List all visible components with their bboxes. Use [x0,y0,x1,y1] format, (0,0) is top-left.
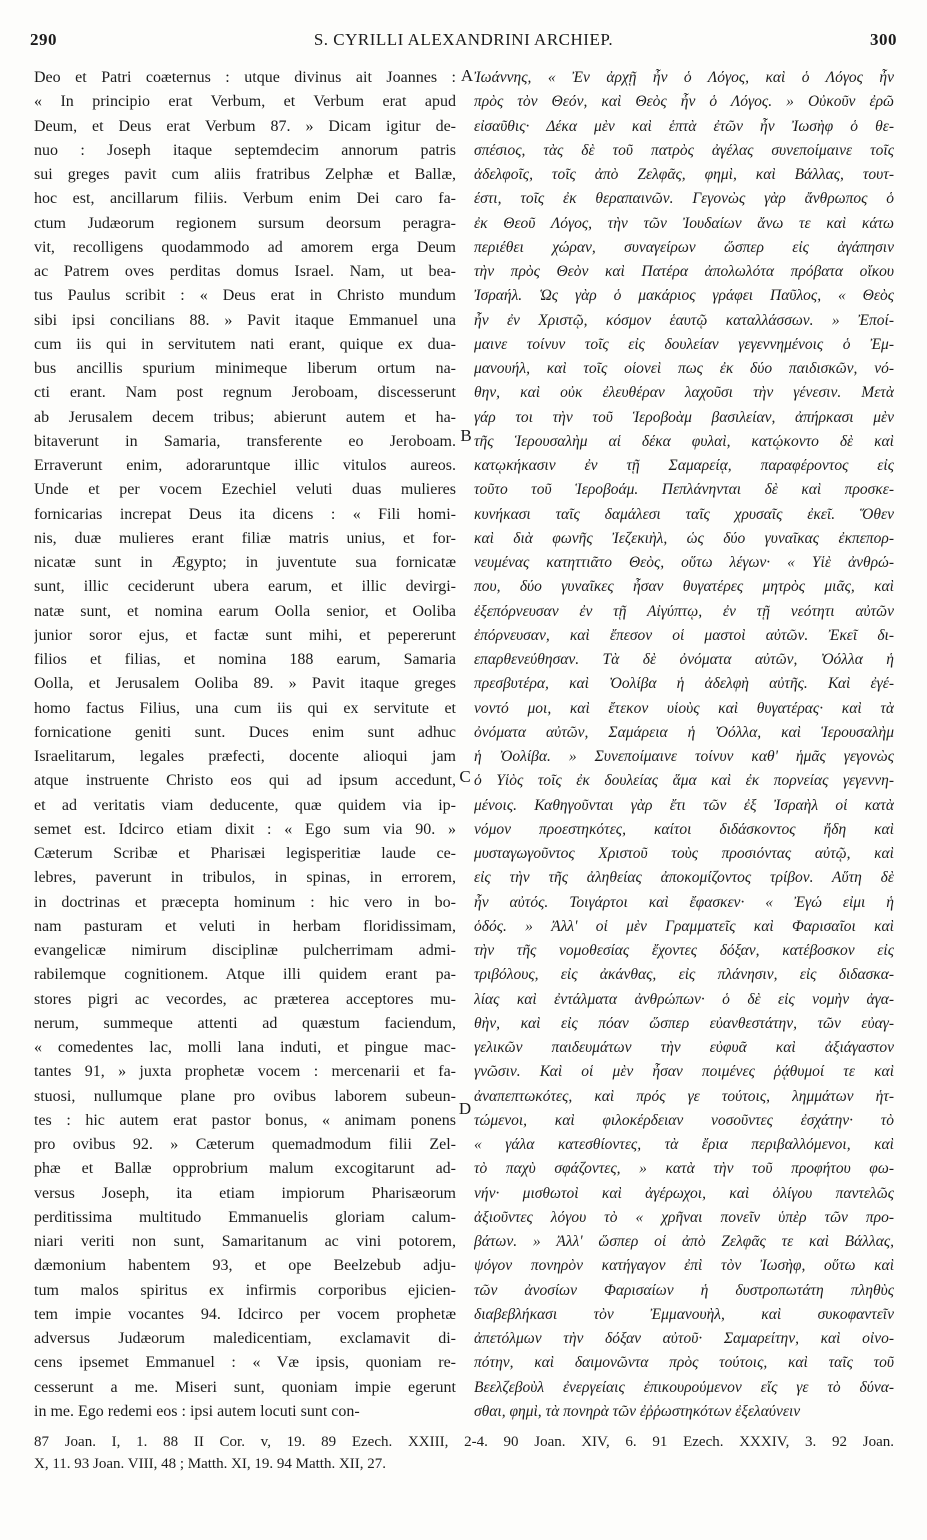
page-header [30,30,897,56]
greek-text-line: μαινε τοίνυν τοῖς εἰς δουλείαν γεγεννημένοις ὁ Ἐμ- [474,335,894,353]
latin-text-line: cesserunt a me. Miseri sunt, quoniam impie egerunt [34,1378,456,1396]
greek-text-line: κυνήκασι ταῖς δαμάλεσι ταῖς χρυσαῖς ἐκεῖ. Ὅθεν [474,505,894,523]
running-title: S. CYRILLI ALEXANDRINI ARCHIEP. [313,30,614,49]
latin-text-line: in doctrinas et præcepta hominum : hic vero in bo- [34,893,456,911]
page-number-left: 290 [30,30,57,49]
footnotes [34,1431,894,1475]
greek-text-line: καὶ διὰ φωνῆς Ἰεζεκιὴλ, ὡς δύο γυναῖκας ἐκπεπορ- [474,529,894,547]
footnote-line: 87 Joan. I, 1. 88 II Cor. v, 19. 89 Ezech. XXIII, 2-4. 90 Joan. XIV, 6. 91 Ezech. XXXIV, 3. 92 Joan. [34,1434,894,1450]
latin-text-line: Unde et per vocem Ezechiel veluti duas mulieres [34,481,456,499]
greek-text-line: διαβεβλήκασι τὸν Ἐμμανουὴλ, καὶ συκοφαντεῖν [474,1305,894,1323]
latin-text-line: perditissima multitudo Emmanuelis gloriam calum- [34,1208,456,1226]
latin-text-line: nerum, summeque attenti ad quæstum faciendum, [34,1014,456,1032]
greek-text-line: τῆς Ἱερουσαλὴμ αἱ δέκα φυλαὶ, κατῴκοντο δὲ καὶ [474,432,894,450]
latin-text-line: Cæterum Scribæ et Pharisæi legisperitiæ laude ce- [34,845,456,862]
greek-text-line: τὴν τῆς νομοθεσίας ἔχοντες δόξαν, κατέβοσκον εἰς [474,942,894,959]
greek-text-line: γελικῶν παιδευμάτων τὴν εὐφυᾶ καὶ ἀξιάγαστον [474,1039,894,1056]
latin-text-line: Israelitarum, legales præfecti, docente alioqui jam [34,748,456,765]
greek-text-line: τοῦτο τοῦ Ἱεροβοάμ. Πεπλάνηνται δὲ καὶ προσκε- [474,481,894,499]
greek-text-line: που, δύο γυναῖκες ἦσαν θυγατέρες μητρὸς μιᾶς, καὶ [474,578,894,596]
latin-text-line: fornicarias increpat Deus ita dicens : « Fili homi- [34,505,456,523]
greek-text-line: πρὸς τὸν Θεόν, καὶ Θεὸς ἦν ὁ Λόγος. » Οὐκοῦν ἐρῶ [474,93,894,111]
latin-text-line: nicatæ sunt in Ægypto; in juventute sua fornicatæ [34,554,456,571]
greek-text-line: Ἰωάννης, « Ἐν ἀρχῇ ἦν ὁ Λόγος, καὶ ὁ Λόγος ἦν [474,69,894,86]
latin-text-line: cti erant. Nam post regnum Jeroboam, discesserunt [34,384,456,402]
greek-text-line: ἐξεπόρνευσαν ἐν τῇ Αἰγύπτῳ, ἐν τῇ νεότητι αὐτῶν [474,602,894,620]
latin-column [34,66,456,1424]
latin-text-line: nam pasturam et veluti in herbam floridissimam, [34,917,456,935]
latin-text-line: semet est. Idcirco etiam dixit : « Ego sum via 90. » [34,820,456,838]
greek-text-line: ὁ Υἱὸς τοῖς ἐκ δουλείας ἅμα καὶ ἐκ πορνείας γεγεννη- [474,772,894,790]
greek-text-line: νευμένας κατηττιᾶτο Θεὸς, οὕτω λέγων· « Υἱὲ ἀνθρώ- [474,554,894,571]
greek-text-line: ἦν ἐν Χριστῷ, κόσμον ἑαυτῷ καταλλάσσων. » Ἐποί- [474,311,894,329]
latin-text-line: natæ sunt, et nomina earum Oolla senior, et Ooliba [34,602,456,620]
greek-text-line: εἰσαῦθις· Δέκα μὲν καὶ ἑπτὰ ἐτῶν ἦν Ἰωσὴφ ὁ θε- [474,117,894,135]
greek-text-line: ἐκ Θεοῦ Λόγος, τὴν τῶν Ἰουδαίων ἄνω τε καὶ κάτω [474,214,894,232]
greek-text-line: περιέθει χώραν, συναγείρων ὥσπερ εἰς ἀγάπησιν [474,238,894,256]
latin-text-line: tus Paulus scribit : « Deus erat in Christo mundum [34,287,456,305]
page-number-right: 300 [870,30,897,49]
latin-text-line: cum iis qui in servitutem nati erant, quique ex dua- [34,335,456,353]
greek-text-line: ἀναπεπτωκότες, καὶ πρός γε τούτοις, λημμάτων ἡτ- [474,1087,894,1105]
latin-text-line: tantes 91, » juxta prophetæ vocem : mercenarii et fa- [34,1063,456,1081]
latin-text-line: vit, recolligens quodammodo ad amorem erga Deum [34,238,456,256]
latin-text-line: Erraverunt enim, adoraruntque illic vitulos aureos. [34,457,456,474]
latin-text-line: Deo et Patri coæternus : utque divinus ait Joannes : [34,69,456,86]
greek-text-line: γάρ τοι τὴν τοῦ Ἱεροβοὰμ βασιλείαν, ἀπήρκασι μὲν [474,408,894,426]
latin-text-line: pro ovibus 92. » Cæterum quemadmodum filii Zel- [34,1136,456,1153]
footnote-line: X, 11. 93 Joan. VIII, 48 ; Matth. XI, 19. 94 Matth. XII, 27. [34,1456,387,1472]
greek-text-line: Ἰσραήλ. Ὡς γὰρ ὁ μακάριος γράφει Παῦλος, « Θεὸς [474,287,894,305]
latin-text-line: tes : hic autem erat pastor bonus, « animam ponens [34,1111,456,1129]
greek-text-line: νοντό μοι, καὶ ἔτεκον υἱοὺς καὶ θυγατέρας· καὶ τὰ [474,699,894,717]
latin-text-line: nuo : Joseph itaque septemdecim annorum patris [34,141,456,159]
latin-text-line: ac Patrem oves perditas domus Israel. Nam, ut bea- [34,263,456,280]
greek-text-line: ὁδός. » Ἀλλ' οἱ μὲν Γραμματεῖς καὶ Φαρισαῖοι καὶ [474,917,894,935]
latin-text-line: ctum Judæorum regionem sursum deorsum peragra- [34,214,456,232]
latin-text-line: bus ancillis spurium minimeque liberum ortum na- [34,360,456,377]
latin-text-line: sunt, illic ceciderunt ubera earum, et illic devirgi- [34,578,456,596]
latin-text-line: hoc est, ancillarum filiis. Verbum enim Dei caro fa- [34,190,456,208]
greek-text-line: έστι, τοῖς ἐκ θεραπαινῶν. Γεγονὼς γὰρ ἄνθρωπος ὁ [474,190,894,208]
greek-text-line: ἀδελφοῖς, τοῖς ἀπὸ Ζελφᾶς, φημὶ, καὶ Βάλλας, τουτ- [474,166,894,183]
latin-text-line: evangelicæ nimirum disciplinæ pulcherrimam admi- [34,942,456,959]
greek-text-line: ἦν αὐτός. Τοιγάρτοι καὶ ἔφασκεν· « Ἐγώ εἰμι ἡ [474,893,894,911]
latin-text-line: fornicatione geniti sunt. Duces enim sunt adhuc [34,723,456,741]
greek-text-line: τώμενοι, καὶ φιλοκέρδειαν νοσοῦντες ἐσχάτην· τὸ [474,1111,894,1129]
greek-text-line: « γάλα κατεσθίοντες, τὰ ἔρια περιβαλλόμενοι, καὶ [474,1136,894,1153]
latin-text-line: ab Jerusalem decem tribus; abierunt autem et ha- [34,408,456,426]
latin-text-line: Deum, et Deus erat Verbum 87. » Dicam igitur de- [34,117,456,135]
latin-text-line: adversus Judæorum maledicentiam, exclamavit di- [34,1330,456,1347]
latin-text-line: et ad veritatis viam deducente, quæ quidem via ip- [34,796,456,814]
section-marker-b: B [460,426,472,445]
latin-text-line: « comedentes lac, molli lana induti, et pingue mac- [34,1039,456,1056]
latin-text-line: filios et filias, et nomina 188 earum, Samaria [34,651,456,668]
section-marker-d: D [458,1099,472,1118]
latin-text-line: homo factus Filius, una cum iis qui ex servitute et [34,699,456,717]
latin-text-line: cens ipsemet Emmanuel : « Væ ipsis, quoniam re- [34,1354,456,1372]
latin-text-line: nis, duæ mulieres erant filiæ matris unius, et for- [34,529,456,547]
greek-text-line: πότην, καὶ δαιμονῶντα πρὸς τούτοις, καὶ ταῖς τοῦ [474,1354,894,1372]
greek-text-line: ἀπετόλμων τὴν δόξαν αὐτοῦ· Σαμαρείτην, καὶ οἰνο- [474,1330,894,1347]
latin-text-line: rabilemque cognitionem. Atque illi quidem erant pa- [34,966,456,984]
latin-text-line: stores pigri ac vecordes, ac præterea acceptores mu- [34,990,456,1008]
latin-text-line: phæ et Ballæ opprobrium malum excogitarunt ad- [34,1160,456,1178]
greek-text-line: λίας καὶ ἐντάλματα ἀνθρώπων· ὁ δὲ εἰς νομὴν ἀγα- [474,990,894,1008]
latin-text-line: tem impie vocantes 94. Idcirco per vocem prophetæ [34,1305,456,1323]
latin-text-line: tum malos spiritus ex infirmis corporibus ejicien- [34,1281,456,1299]
greek-text-line: νήν· μισθωτοὶ καὶ ἀγέρωχοι, καὶ ὀλίγου παντελῶς [474,1184,894,1202]
greek-text-line: εἰς τὴν τῆς ἀληθείας ἀποκομίζοντος τρίβον. Αὕτη δὲ [474,869,894,887]
greek-text-line: ὀνόματα αὐτῶν, Σαμάρεια ἡ Ὀόλλα, καὶ Ἱερουσαλὴμ [474,723,894,741]
latin-text-line: versus Joseph, ita etiam impiorum Pharisæorum [34,1184,456,1202]
latin-text-line: junior soror ejus, et factæ sunt mihi, et pepererunt [34,626,456,644]
latin-text-line: « In principio erat Verbum, et Verbum erat apud [34,93,456,111]
greek-text-line: μανουήλ, καὶ τοῖς οἱονεὶ πως ἐκ δύο παιδισκῶν, νό- [474,360,894,377]
latin-text-line: Oolla, et Jerusalem Ooliba 89. » Pavit itaque greges [34,675,456,693]
greek-text-line: τριβόλους, εἰς ἀκάνθας, εἰς πλάνησιν, εἰς διδασκα- [474,966,894,984]
greek-text-line: ἐπόρνευσαν, καὶ ἔπεσον οἱ μαστοὶ αὐτῶν. Ἐκεῖ δι- [474,626,894,644]
greek-text-line: τὴν πρὸς Θεὸν καὶ Πατέρα ἀπολωλότα πρόβατα οἴκου [474,263,894,280]
latin-text-line: lebres, paverunt in tribulos, in spinas, in errorem, [34,869,456,887]
latin-text-line: stuosi, nullumque plane pro ovibus laborem subeun- [34,1087,456,1105]
latin-text-line: bitaverunt in Samaria, transferente eo Jeroboam. [34,432,456,450]
greek-text-line: ἡ Ὀολίβα. » Συνεποίμαινε τοίνυν καθ' ἡμᾶς γεγονὼς [474,748,894,765]
latin-text-line: sibi ipsi concilians 88. » Pavit itaque Emmanuel una [34,311,456,329]
section-marker-a: A [460,66,474,85]
greek-text-line: μυσταγωγοῦντος Χριστοῦ τοὺς προσιόντας αὐτῷ, καὶ [474,845,894,862]
greek-text-line: τὸ παχὺ σφάζοντες, » κατὰ τὴν τοῦ προφήτου φω- [474,1160,894,1178]
greek-text-line: πρεσβυτέρα, καὶ Ὀολίβα ἡ ἀδελφὴ αὐτῆς. Καὶ ἐγέ- [474,675,894,693]
greek-text-line: σπέσιος, τὰς δὲ τοῦ πατρὸς ἀγέλας συνεποίμαινε τοῖς [474,141,894,159]
greek-text-line: γνῶσιν. Καὶ οἱ μὲν ἦσαν ποιμένες ῥᾴθυμοί τε καὶ [474,1063,894,1081]
greek-text-line: μένοις. Καθηγοῦνται γὰρ ἔτι τῶν ἐξ Ἰσραὴλ οἱ κατὰ [474,796,894,814]
latin-text-line: dæmonium habentem 93, et ope Beelzebub adju- [34,1257,456,1275]
latin-text-line: niari veriti non sunt, Samaritanum ac vini potorem, [34,1233,456,1250]
latin-text-line: in me. Ego redemi eos : ipsi autem locuti sunt con- [34,1402,360,1420]
greek-text-line: ψόγον πονηρὸν κατήγαγον ἐπὶ τὸν Ἰωσὴφ, οὕτω καὶ [474,1257,894,1275]
greek-text-line: ἀξιοῦντες λόγου τὸ « χρῆναι πονεῖν ὑπὲρ τῶν προ- [474,1208,894,1226]
latin-text-line: atque instruente Christo eos qui ad ipsum accedunt, [34,772,456,790]
greek-column [474,66,894,1424]
greek-text-line: κατῳκήκασιν ἐν τῇ Σαμαρείᾳ, παραφέροντος εἰς [474,457,894,474]
greek-text-line: θὴν, καὶ εἰς πόαν ὥσπερ εὐανθεστάτην, τῶν εὐαγ- [474,1014,894,1032]
greek-text-line: Βεελζεβοὺλ ἐνεργείαις ἐπικουρούμενον εἴς γε τὸ δύνα- [474,1378,894,1396]
greek-text-line: επαρθενεύθησαν. Τὰ δὲ ὀνόματα αὐτῶν, Ὀόλλα ἡ [474,651,894,668]
latin-text-line: sui greges pavit cum aliis fratribus Zelphæ et Ballæ, [34,166,456,183]
greek-text-line: βάτων. » Ἀλλ' ὥσπερ οἱ ἀπὸ Ζελφᾶς τε καὶ Βάλλας, [474,1233,894,1250]
greek-text-line: θην, καὶ οὐκ ἐλευθέραν λαχοῦσι τὴν γένεσιν. Μετὰ [474,384,894,402]
greek-text-line: σθαι, φημὶ, τὰ πονηρὰ τῶν ἐῤῥωστηκότων ἐξελαύνειν [474,1402,801,1420]
greek-text-line: τῶν ἀνοσίων Φαρισαίων ἡ δυστροπωτάτη πληθὺς [474,1281,894,1299]
greek-text-line: νόμον προεστηκότες, καίτοι διδάσκοντος ἤδη καὶ [474,820,894,838]
section-marker-c: C [459,767,471,786]
